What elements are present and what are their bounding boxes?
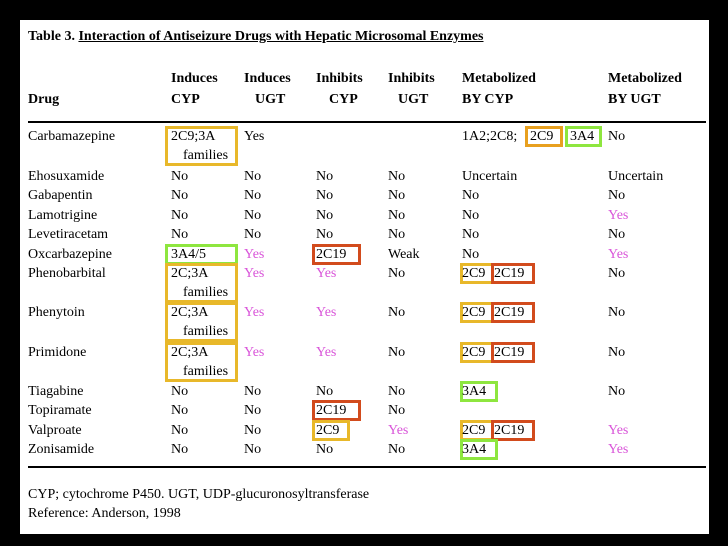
cell-induces-cyp: 2C;3A (171, 266, 209, 281)
cell-drug: Phenobarbital (28, 266, 106, 281)
cell-metabolized-cyp-c: 3A4 (570, 129, 595, 144)
cell-inhibits-ugt: No (388, 188, 406, 203)
header-metabolized-cyp-2: BY CYP (462, 92, 514, 107)
cell-induces-cyp-cont: families (183, 324, 229, 339)
footer-rule (28, 466, 706, 468)
header-inhibits-ugt-2: UGT (398, 92, 429, 107)
cell-drug: Oxcarbazepine (28, 247, 112, 262)
cell-drug: Phenytoin (28, 305, 85, 320)
cell-drug: Levetiracetam (28, 227, 109, 242)
header-metabolized-cyp-1: Metabolized (462, 71, 536, 86)
cell-metabolized-cyp: 3A4 (462, 442, 487, 457)
cell-metabolized-ugt: No (608, 227, 626, 242)
cell-metabolized-cyp: No (462, 188, 480, 203)
header-inhibits-cyp-2: CYP (329, 92, 358, 107)
cell-induces-ugt: No (244, 384, 262, 399)
cell-metabolized-cyp-b: 2C19 (494, 305, 525, 320)
cell-induces-ugt: Yes (244, 266, 265, 281)
cell-inhibits-cyp: Yes (316, 345, 337, 360)
cell-metabolized-ugt: No (608, 188, 626, 203)
cell-inhibits-ugt: No (388, 208, 406, 223)
cell-metabolized-cyp: 3A4 (462, 384, 487, 399)
cell-metabolized-cyp: 2C9 (462, 345, 486, 360)
cell-metabolized-cyp: No (462, 208, 480, 223)
cell-metabolized-cyp-b: 2C19 (494, 345, 525, 360)
cell-metabolized-ugt: Yes (608, 442, 629, 457)
cell-induces-ugt: No (244, 442, 262, 457)
cell-inhibits-ugt: No (388, 169, 406, 184)
cell-inhibits-cyp: No (316, 188, 334, 203)
cell-induces-cyp: No (171, 384, 189, 399)
cell-drug: Carbamazepine (28, 129, 116, 144)
cell-induces-ugt: Yes (244, 345, 265, 360)
cell-inhibits-ugt: No (388, 384, 406, 399)
cell-inhibits-ugt: Yes (388, 423, 409, 438)
cell-induces-ugt: No (244, 188, 262, 203)
header-induces-ugt-1: Induces (244, 71, 291, 86)
cell-induces-cyp: No (171, 423, 189, 438)
cell-metabolized-cyp: No (462, 227, 480, 242)
cell-metabolized-cyp-b: 2C9 (530, 129, 554, 144)
header-metabolized-ugt-2: BY UGT (608, 92, 661, 107)
cell-metabolized-cyp-b: 2C19 (494, 423, 525, 438)
cell-metabolized-ugt: No (608, 266, 626, 281)
cell-metabolized-cyp: 2C9 (462, 423, 486, 438)
cell-drug: Topiramate (28, 403, 92, 418)
cell-induces-ugt: No (244, 423, 262, 438)
header-induces-cyp-1: Induces (171, 71, 218, 86)
cell-induces-cyp: No (171, 169, 189, 184)
cell-metabolized-ugt: No (608, 384, 626, 399)
cell-induces-cyp-cont: families (183, 285, 229, 300)
cell-drug: Lamotrigine (28, 208, 98, 223)
cell-induces-cyp: No (171, 208, 189, 223)
cell-induces-cyp: 3A4/5 (171, 247, 206, 262)
cell-metabolized-cyp: Uncertain (462, 169, 518, 184)
cell-induces-cyp: 2C;3A (171, 305, 209, 320)
cell-drug: Primidone (28, 345, 87, 360)
cell-induces-ugt: Yes (244, 247, 265, 262)
cell-induces-ugt: No (244, 208, 262, 223)
cell-induces-cyp-cont: families (183, 364, 229, 379)
cell-induces-ugt: Yes (244, 305, 265, 320)
cell-metabolized-ugt: No (608, 129, 626, 144)
cell-induces-ugt: No (244, 169, 262, 184)
cell-metabolized-ugt: Yes (608, 247, 629, 262)
cell-inhibits-cyp: No (316, 442, 334, 457)
header-inhibits-ugt-1: Inhibits (388, 71, 435, 86)
cell-induces-cyp: 2C9;3A (171, 129, 216, 144)
cell-drug: Ehosuxamide (28, 169, 105, 184)
table-title (28, 29, 484, 44)
header-drug: Drug (28, 92, 60, 107)
cell-inhibits-ugt: No (388, 345, 406, 360)
cell-induces-cyp-cont: families (183, 148, 229, 163)
cell-metabolized-cyp: No (462, 247, 480, 262)
cell-inhibits-cyp: 2C19 (316, 403, 347, 418)
cell-induces-ugt: No (244, 403, 262, 418)
cell-metabolized-cyp: 2C9 (462, 266, 486, 281)
cell-inhibits-cyp: No (316, 169, 334, 184)
cell-inhibits-cyp: Yes (316, 305, 337, 320)
cell-induces-ugt: Yes (244, 129, 265, 144)
cell-induces-cyp: 2C;3A (171, 345, 209, 360)
cell-metabolized-ugt: Yes (608, 423, 629, 438)
cell-inhibits-ugt: No (388, 442, 406, 457)
cell-inhibits-cyp: No (316, 227, 334, 242)
cell-inhibits-ugt: No (388, 266, 406, 281)
cell-metabolized-ugt: No (608, 345, 626, 360)
cell-induces-cyp: No (171, 442, 189, 457)
cell-metabolized-cyp: 2C9 (462, 305, 486, 320)
cell-inhibits-cyp: 2C19 (316, 247, 347, 262)
table-label: Table 3. (28, 29, 75, 44)
cell-drug: Valproate (28, 423, 82, 438)
cell-induces-cyp: No (171, 188, 189, 203)
header-inhibits-cyp-1: Inhibits (316, 71, 363, 86)
cell-inhibits-ugt: No (388, 403, 406, 418)
cell-inhibits-ugt: Weak (388, 247, 420, 262)
cell-metabolized-ugt: No (608, 305, 626, 320)
cell-drug: Zonisamide (28, 442, 95, 457)
header-induces-ugt-2: UGT (255, 92, 286, 107)
cell-inhibits-cyp: No (316, 208, 334, 223)
cell-metabolized-cyp-b: 2C19 (494, 266, 525, 281)
slide (20, 20, 709, 534)
cell-inhibits-ugt: No (388, 305, 406, 320)
header-induces-cyp-2: CYP (171, 92, 200, 107)
cell-induces-cyp: No (171, 403, 189, 418)
table-title-text: Interaction of Antiseizure Drugs with Hepatic Microsomal Enzymes (78, 29, 484, 44)
cell-induces-cyp: No (171, 227, 189, 242)
cell-inhibits-cyp: 2C9 (316, 423, 340, 438)
cell-inhibits-cyp: Yes (316, 266, 337, 281)
cell-inhibits-cyp: No (316, 384, 334, 399)
cell-induces-ugt: No (244, 227, 262, 242)
cell-drug: Tiagabine (28, 384, 84, 399)
cell-metabolized-ugt: Uncertain (608, 169, 664, 184)
header-rule (28, 121, 706, 123)
cell-inhibits-ugt: No (388, 227, 406, 242)
reference: Reference: Anderson, 1998 (28, 506, 181, 521)
footnote: CYP; cytochrome P450. UGT, UDP-glucuronosyltransferase (28, 487, 370, 502)
cell-metabolized-cyp: 1A2;2C8; (462, 129, 518, 144)
cell-metabolized-ugt: Yes (608, 208, 629, 223)
header-metabolized-ugt-1: Metabolized (608, 71, 682, 86)
cell-drug: Gabapentin (28, 188, 93, 203)
